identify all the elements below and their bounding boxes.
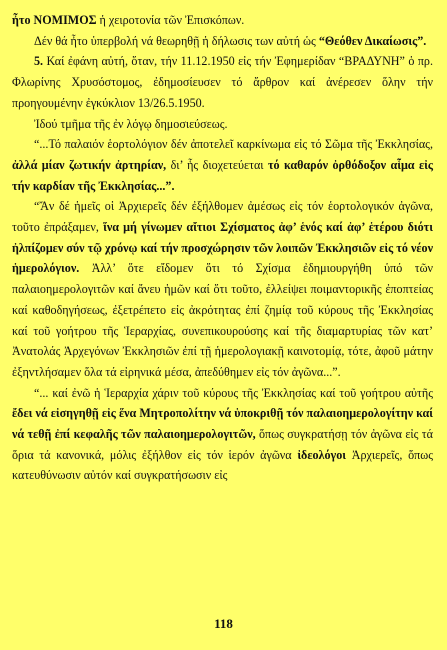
paragraph-4: [12, 114, 433, 135]
quote-text: δι’ ἧς διοχετεύεται: [166, 157, 268, 172]
paragraph-5: [12, 134, 433, 196]
body-text: Ἰδού τμῆμα τῆς ἐν λόγῳ δημοσιεύσεως.: [34, 116, 228, 131]
quote-text: Ἀρχιερεῖς, ὅπως κατευθύνωσιν αὐτόν καί συγκρατήσωσιν εἰς: [12, 447, 433, 483]
page-number: 118: [214, 616, 233, 631]
paragraph-6: [12, 196, 433, 382]
bold-text: ἔδει νά εἰσηγηθῇ εἰς ἕνα Μητροπολίτην νά ὑποκριθῇ τόν παλαιοημερολογίτην καί νά τεθῇ ἐπί κεφαλῆς τῶν παλαιοημερολογιτῶν,: [12, 406, 433, 442]
section-number: 5.: [34, 54, 44, 69]
bold-text: ἰδεολόγοι: [297, 447, 346, 462]
quote-text: ὅπως συγκρατήσῃ τόν ἀγῶνα εἰς τά ὅρια τά κανονικά, μόλις ἐξήλθον εἰς τόν ἱερόν ἀγῶνα: [12, 427, 433, 462]
body-text: Καί ἐφάνη αὐτή, ὅταν, τήν 11.12.1950 εἰς τήν Ἐφημερίδαν “ΒΡΑΔΥΝΗ” ὁ πρ. Φλωρίνης Χρυσόστομος, ἐδημοσίευσεν τό ἄρθρον καί ἀνέρεσεν ὅλην τήν προηγουμένην ἐγκύκλιον 13/26.5.1950.: [12, 54, 433, 110]
quote-text: “...Τό παλαιόν ἑορτολόγιον δέν ἀποτελεῖ καρκίνωμα εἰς τό Σῶμα τῆς Ἐκκλησίας,: [34, 137, 433, 152]
paragraph-2: [12, 31, 433, 52]
bold-text: ἀλλά μίαν ζωτικήν ἀρτηρίαν,: [12, 157, 167, 172]
body-text: ἡ χειροτονία τῶν Ἐπισκόπων.: [96, 13, 245, 27]
body-text: Δέν θά ἦτο ὑπερβολή νά θεωρηθῇ ἡ δήλωσις των αὐτή ὡς: [34, 33, 319, 48]
paragraph-1: [12, 10, 433, 31]
document-page: [12, 10, 433, 610]
quote-text: “Ἄν δέ ἡμεῖς οἱ Ἀρχιερεῖς δέν ἐξήλθομεν ἀμέσως εἰς τόν ἑορτολογικόν ἀγῶνα, τοῦτο ἐπράξαμεν,: [12, 199, 433, 235]
paragraph-7: [12, 383, 433, 487]
quote-text: “... καί ἐνῶ ἡ Ἱεραρχία χάριν τοῦ κύρους τῆς Ἐκκλησίας καί τοῦ γοήτρου αὐτῆς: [34, 385, 433, 400]
quote-text: Ἀλλ’ ὅτε εἴδομεν ὅτι τό Σχίσμα ἐδημιουργήθη ὑπό τῶν παλαιοημερολογιτῶν καί ἄνευ ἡμῶν καί ὅτι τοῦτο, ἐλλείψει ποιμαντορικῆς ἐποπτείας καί καθοδηγήσεως, ἐξετρέπετο εἰς ἀκρότητας ἐπί ζημίᾳ τοῦ κύρους τῆς Ἐκκλησίας καί τοῦ γοήτρου τῆς Ἱεραρχίας, συνεπικουρούσης καί τῆς διαμαρτυρίας τῶν κατ’ Ἀνατολάς Ἀρχεγόνων Ἐκκλησιῶν ἐπί τῇ ἡμερολογιακῇ καινοτομίᾳ, τότε, ἀφοῦ μάτην ἐξηντλήσαμεν ὅλα τά εἰρηνικά μέσα, ἀπεδύθημεν εἰς τόν ἀγῶνα...”.: [12, 261, 433, 379]
bold-text: τό καθαρόν ὀρθόδοξον αἷμα εἰς τήν καρδίαν τῆς Ἐκκλησίας...”.: [12, 157, 433, 193]
bold-text: ἵνα μή γίνωμεν αἴτιοι Σχίσματος ἀφ’ ἑνός καί ἀφ’ ἑτέρου διότι ἠλπίζομεν σύν τῷ χρόνῳ καί τήν προσχώρησιν τῶν λοιπῶν Ἐκκλησιῶν εἰς τό νέον ἡμερολόγιον.: [12, 220, 433, 276]
bold-text: ἦτο ΝΟΜΙΜΟΣ: [12, 13, 97, 27]
bold-text: “Θεόθεν Δικαίωσις”.: [318, 33, 427, 48]
paragraph-3: [12, 51, 433, 113]
